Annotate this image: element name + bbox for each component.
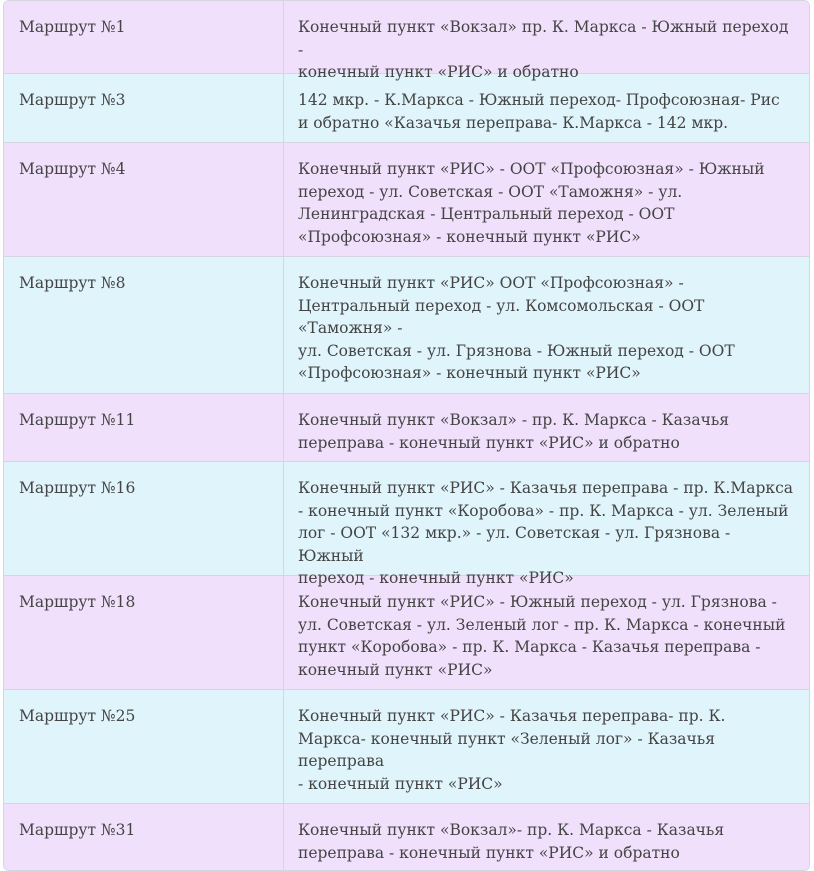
table-row <box>4 576 809 690</box>
table-row <box>4 1 809 81</box>
route-path: Конечный пункт «Вокзал» пр. К. Маркса - Южный переход - конечный пункт «РИС» и обратно <box>298 18 789 81</box>
route-path: Конечный пункт «РИС» - ООТ «Профсоюзная» - Южный переход - ул. Советская - ООТ «Таможня» - ул. Ленинградская - Центральный переход - ООТ «Профсоюзная» - конечный пункт «РИС» <box>298 160 765 246</box>
route-path: Конечный пункт «РИС» - Казачья переправа - пр. К.Маркса - конечный пункт «Коробова» - пр. К. Маркса - ул. Зеленый лог - ООТ «132 мкр.» - ул. Советская - ул. Грязнова - Южный переход - конечный пункт «РИС» <box>298 479 793 587</box>
routes-table <box>3 0 810 871</box>
route-name: Маршрут №16 <box>4 462 284 575</box>
table-row <box>4 690 809 804</box>
table-row <box>4 74 809 143</box>
table-row <box>4 257 809 394</box>
route-path: Конечный пункт «Вокзал» - пр. К. Маркса - Казачья переправа - конечный пункт «РИС» и обратно <box>298 411 730 452</box>
route-name: Маршрут №18 <box>4 576 284 689</box>
table-row <box>4 143 809 257</box>
route-path: Конечный пункт «РИС» - Казачья переправа- пр. К. Маркса- конечный пункт «Зеленый лог» - Казачья переправа - конечный пункт «РИС» <box>298 707 726 793</box>
route-name: Маршрут №3 <box>4 74 284 142</box>
route-name: Маршрут №25 <box>4 690 284 803</box>
route-path: Конечный пункт «РИС» ООТ «Профсоюзная» - Центральный переход - ул. Комсомольская - ООТ «Таможня» - ул. Советская - ул. Грязнова - Южный переход - ООТ «Профсоюзная» - конечный пункт «РИС» <box>298 274 735 382</box>
route-path: 142 мкр. - К.Маркса - Южный переход- Профсоюзная- Рис и обратно «Казачья переправа- К.Маркса - 142 мкр. <box>298 91 780 132</box>
table-row <box>4 394 809 462</box>
table-row <box>4 804 809 870</box>
table-row <box>4 462 809 587</box>
route-name: Маршрут №8 <box>4 257 284 393</box>
route-name: Маршрут №11 <box>4 394 284 461</box>
route-name: Маршрут №1 <box>4 1 284 73</box>
route-name: Маршрут №31 <box>4 804 284 870</box>
route-path: Конечный пункт «РИС» - Южный переход - ул. Грязнова - ул. Советская - ул. Зеленый лог - пр. К. Маркса - конечный пункт «Коробова» - пр. К. Маркса - Казачья переправа - конечный пункт «РИС» <box>298 593 786 679</box>
route-name: Маршрут №4 <box>4 143 284 256</box>
route-path: Конечный пункт «Вокзал»- пр. К. Маркса - Казачья переправа - конечный пункт «РИС» и обратно <box>298 821 725 862</box>
